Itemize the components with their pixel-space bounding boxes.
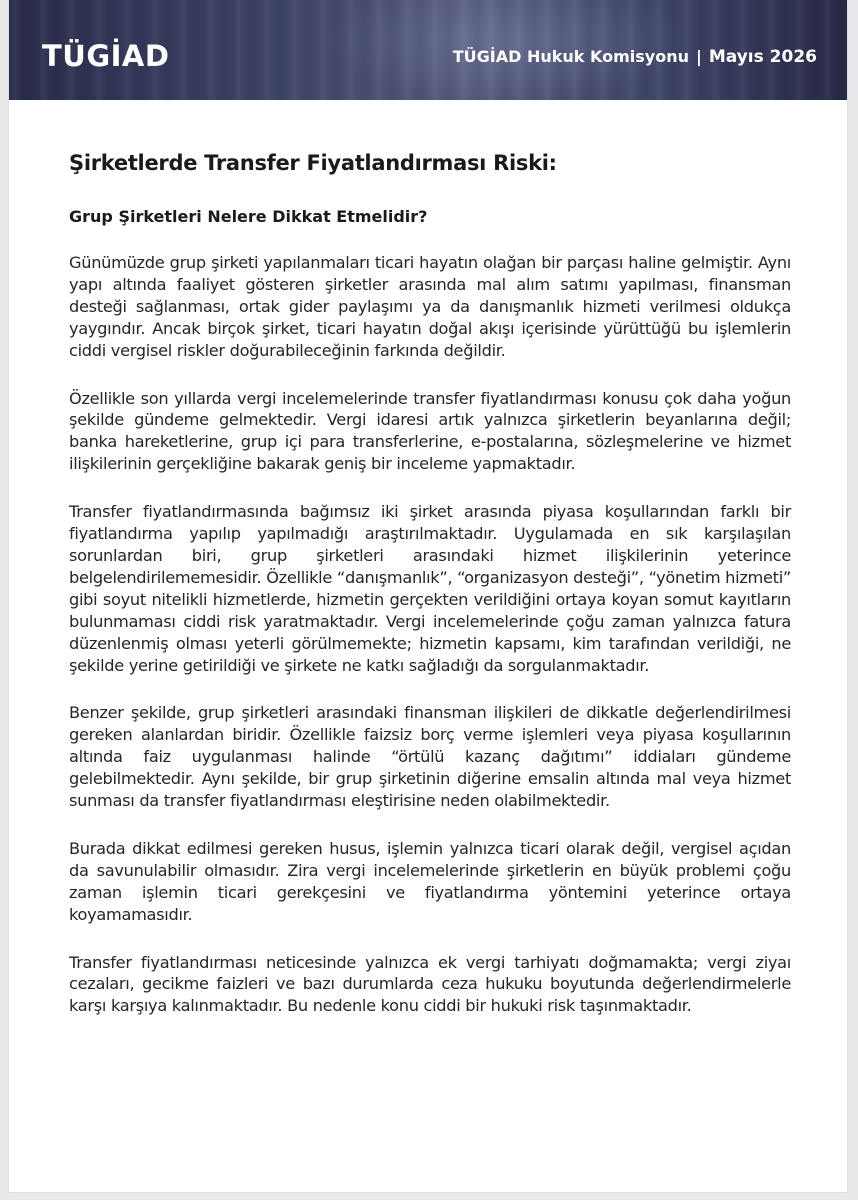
article-subtitle: Grup Şirketleri Nelere Dikkat Etmelidir? xyxy=(69,207,428,226)
header-meta xyxy=(453,46,817,68)
paragraph: Günümüzde grup şirketi yapılanmaları ticari hayatın olağan bir parçası haline gelmiştir. Aynı yapı altında faaliyet gösteren şirketler arasında mal alım satımı yapılması, finansman desteği sağlanması, ortak gider paylaşımı ya da danışmanlık hizmeti verilmesi oldukça yaygındır. Ancak birçok şirket, ticari hayatın doğal akışı içerisinde yürüttüğü bu işlemlerin ciddi vergisel riskler doğurabileceğinin farkında değildir. xyxy=(69,253,791,360)
article-title: Şirketlerde Transfer Fiyatlandırması Riski: xyxy=(69,151,557,175)
document-page xyxy=(9,0,847,1192)
paragraph: Özellikle son yıllarda vergi incelemelerinde transfer fiyatlandırması konusu çok daha yoğun şekilde gündeme gelmektedir. Vergi idaresi artık yalnızca şirketlerin beyanlarına değil; banka hareketlerine, grup içi para transferlerine, e-postalarına, sözleşmelerine ve hizmet ilişkilerinin gerçekliğine bakarak geniş bir inceleme yapmaktadır. xyxy=(69,388,791,474)
paragraph: Burada dikkat edilmesi gereken husus, işlemin yalnızca ticari olarak değil, vergisel açıdan da savunulabilir olmasıdır. Zira vergi incelemelerinde şirketlerin en büyük problemi çoğu zaman işlemin ticari gerekçesini ve fiyatlandırma yöntemini yeterince ortaya koyamamasıdır. xyxy=(69,838,791,924)
header-separator: | xyxy=(696,47,702,66)
article-body xyxy=(69,148,791,1017)
paragraph: Transfer fiyatlandırmasında bağımsız iki şirket arasında piyasa koşullarından farklı bir fiyatlandırma yapılıp yapılmadığı araştırılmaktadır. Uygulamada en sık karşılaşılan sorunlardan biri, grup şirketleri arasındaki hizmet ilişkilerinin yeterince belgelendirilememesidir. Özellikle “danışmanlık”, “organizasyon desteği”, “yönetim hizmeti” gibi soyut nitelikli hizmetlerde, hizmetin gerçekten verildiğini ortaya koyan somut kayıtların bulunmaması ciddi risk yaratmaktadır. Vergi incelemelerinde çoğu zaman yalnızca fatura düzenlenmiş olması yeterli görülmemekte; hizmetin kapsamı, kim tarafından verildiği, ne şekilde yerine getirildiği ve şirkete ne katkı sağladığı da sorgulanmaktadır. xyxy=(69,502,791,675)
committee-name: TÜGİAD Hukuk Komisyonu xyxy=(452,47,690,66)
publication-date: Mayıs 2026 xyxy=(708,47,817,67)
header-banner xyxy=(9,0,847,100)
tugiad-logo: TÜGİAD xyxy=(42,39,170,73)
paragraph: Transfer fiyatlandırması neticesinde yalnızca ek vergi tarhiyatı doğmamakta; vergi ziyaı cezaları, gecikme faizleri ve bazı durumlarda ceza hukuku boyutunda değerlendirmelerle karşı karşıya kalınmaktadır. Bu nedenle konu ciddi bir hukuki risk taşınmaktadır. xyxy=(69,952,791,1016)
paragraph: Benzer şekilde, grup şirketleri arasındaki finansman ilişkileri de dikkatle değerlendirilmesi gereken alanlardan biridir. Özellikle faizsiz borç verme işlemleri veya piyasa koşullarının altında faiz uygulanması halinde “örtülü kazanç dağıtımı” iddiaları gündeme gelebilmektedir. Aynı şekilde, bir grup şirketinin diğerine emsalin altında mal veya hizmet sunması da transfer fiyatlandırması eleştirisine neden olabilmektedir. xyxy=(69,703,791,811)
